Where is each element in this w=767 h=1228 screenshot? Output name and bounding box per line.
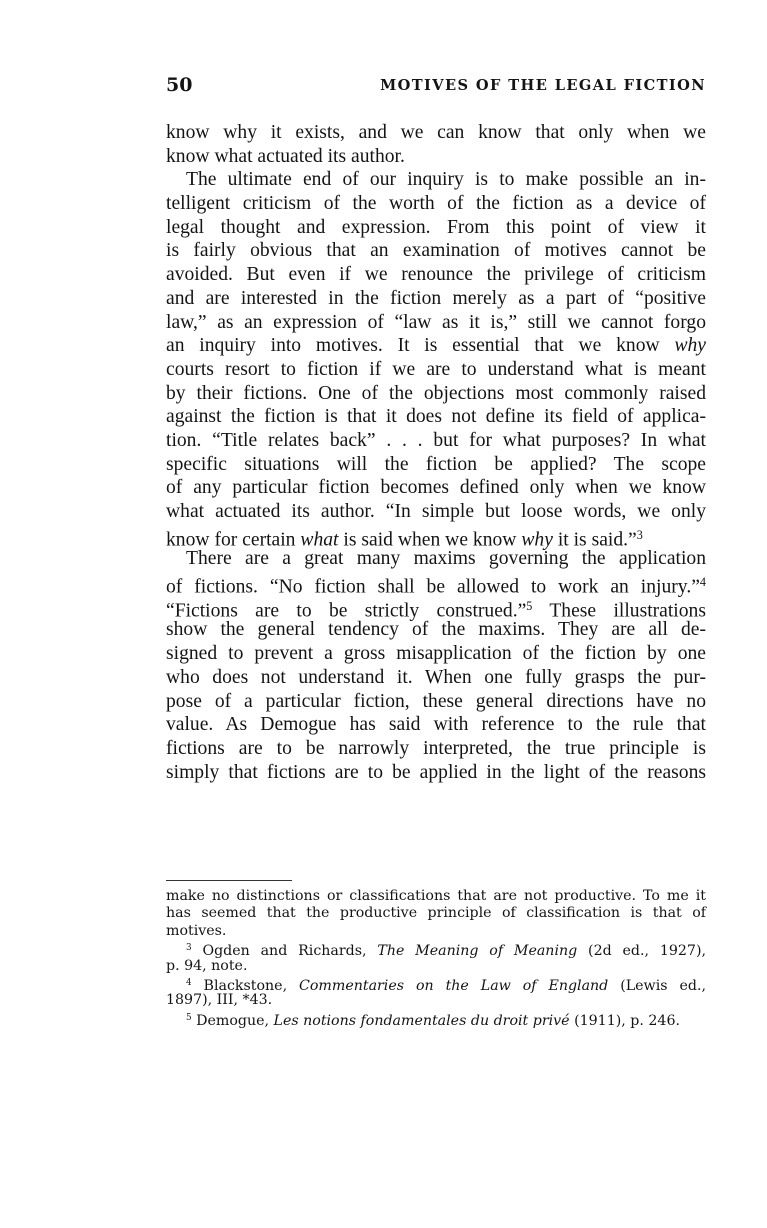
text-segment: (Lewis ed., bbox=[608, 977, 706, 994]
footnote-line: motives. bbox=[166, 922, 227, 939]
text-line: pose of a particular fiction, these general directions have no bbox=[166, 690, 706, 712]
text-line: law,” as an expression of “law as it is,” still we cannot forgo bbox=[166, 311, 706, 333]
text-line: is fairly obvious that an examination of motives cannot be bbox=[166, 240, 706, 262]
text-line bbox=[166, 334, 706, 358]
footnotes bbox=[166, 888, 706, 1027]
footnote-5 bbox=[166, 1010, 706, 1027]
work-title: Commentaries on the Law of England bbox=[299, 977, 609, 994]
text-line: The ultimate end of our inquiry is to make possible an in- bbox=[186, 169, 706, 191]
footnote-line: has seemed that the productive principle of classification is that of bbox=[166, 905, 706, 922]
text-line: and are interested in the fiction merely as a part of “positive bbox=[166, 287, 706, 309]
footnote-divider bbox=[166, 880, 292, 881]
text-segment: Ogden and Richards, bbox=[191, 943, 378, 959]
text-line: against the fiction is that it does not define its field of applica- bbox=[166, 406, 706, 428]
emphasis-word: what bbox=[300, 529, 339, 551]
text-line: telligent criticism of the worth of the fiction as a device of bbox=[166, 193, 706, 215]
text-line: know what actuated its author. bbox=[166, 145, 405, 167]
text-line: show the general tendency of the maxims. They are all de- bbox=[166, 619, 706, 641]
text-line: simply that fictions are to be applied in the light of the reasons bbox=[166, 761, 706, 783]
work-title: The Meaning of Meaning bbox=[377, 943, 578, 959]
text-segment: is said when we know bbox=[338, 529, 522, 551]
footnote-line: 1897), III, *43. bbox=[166, 992, 273, 1009]
footnote-3 bbox=[166, 940, 706, 957]
text-line: specific situations will the fiction be applied? The scope bbox=[166, 453, 706, 475]
text-segment: of fictions. “No fiction shall be allowed to work an injury.” bbox=[166, 576, 700, 598]
text-line: legal thought and expression. From this point of view it bbox=[166, 216, 706, 238]
footnote-marker: 5 bbox=[186, 1012, 192, 1023]
text-segment: an inquiry into motives. It is essential that we know bbox=[166, 335, 675, 357]
text-segment: “Fictions are to be strictly construed.” bbox=[166, 600, 527, 622]
text-line: know why it exists, and we can know that only when we bbox=[166, 122, 706, 143]
text-line: There are a great many maxims governing the application bbox=[186, 548, 706, 570]
footnote-4 bbox=[166, 975, 706, 992]
footnote-ref-3[interactable]: 3 bbox=[636, 527, 643, 542]
text-line bbox=[166, 595, 706, 622]
emphasis-word: why bbox=[521, 529, 553, 551]
footnote-ref-5[interactable]: 5 bbox=[526, 598, 533, 613]
text-segment: it is said.” bbox=[552, 529, 637, 551]
text-segment: (1911), p. 246. bbox=[569, 1012, 680, 1029]
text-line: fictions are to be narrowly interpreted, the true principle is bbox=[166, 737, 706, 759]
text-segment: Blackstone, bbox=[191, 977, 300, 994]
running-title: MOTIVES OF THE LEGAL FICTION bbox=[380, 77, 706, 94]
text-segment: Demogue, bbox=[191, 1012, 274, 1029]
text-segment: (2d ed., 1927), bbox=[577, 943, 706, 959]
text-line: value. As Demogue has said with reference to the rule that bbox=[166, 714, 706, 736]
text-line: signed to prevent a gross misapplication of the fiction by one bbox=[166, 643, 706, 665]
text-line: tion. “Title relates back” . . . but for what purposes? In what bbox=[166, 429, 706, 451]
text-line: by their fictions. One of the objections most commonly raised bbox=[166, 382, 706, 404]
text-line: avoided. But even if we renounce the privilege of criticism bbox=[166, 264, 706, 286]
footnote-line: make no distinctions or classifications that are not productive. To me it bbox=[166, 888, 706, 904]
footnote-line: p. 94, note. bbox=[166, 957, 248, 974]
page-number: 50 bbox=[166, 74, 193, 96]
footnote-marker: 4 bbox=[186, 977, 192, 988]
body-text bbox=[166, 121, 706, 784]
text-line: what actuated its author. “In simple but loose words, we only bbox=[166, 501, 706, 522]
text-segment: These illustrations bbox=[532, 600, 706, 622]
footnote-ref-4[interactable]: 4 bbox=[699, 575, 706, 590]
text-line bbox=[166, 524, 706, 551]
text-segment: know for certain bbox=[166, 529, 301, 551]
text-line: who does not understand it. When one fully grasps the pur- bbox=[166, 666, 706, 688]
work-title: Les notions fondamentales du droit privé bbox=[273, 1012, 570, 1029]
text-line bbox=[166, 571, 706, 598]
text-line: of any particular fiction becomes defined only when we know bbox=[166, 477, 706, 499]
emphasis-word: why bbox=[674, 335, 706, 357]
footnote-marker: 3 bbox=[186, 943, 192, 954]
running-head bbox=[166, 74, 706, 98]
text-line: courts resort to fiction if we are to understand what is meant bbox=[166, 358, 706, 380]
